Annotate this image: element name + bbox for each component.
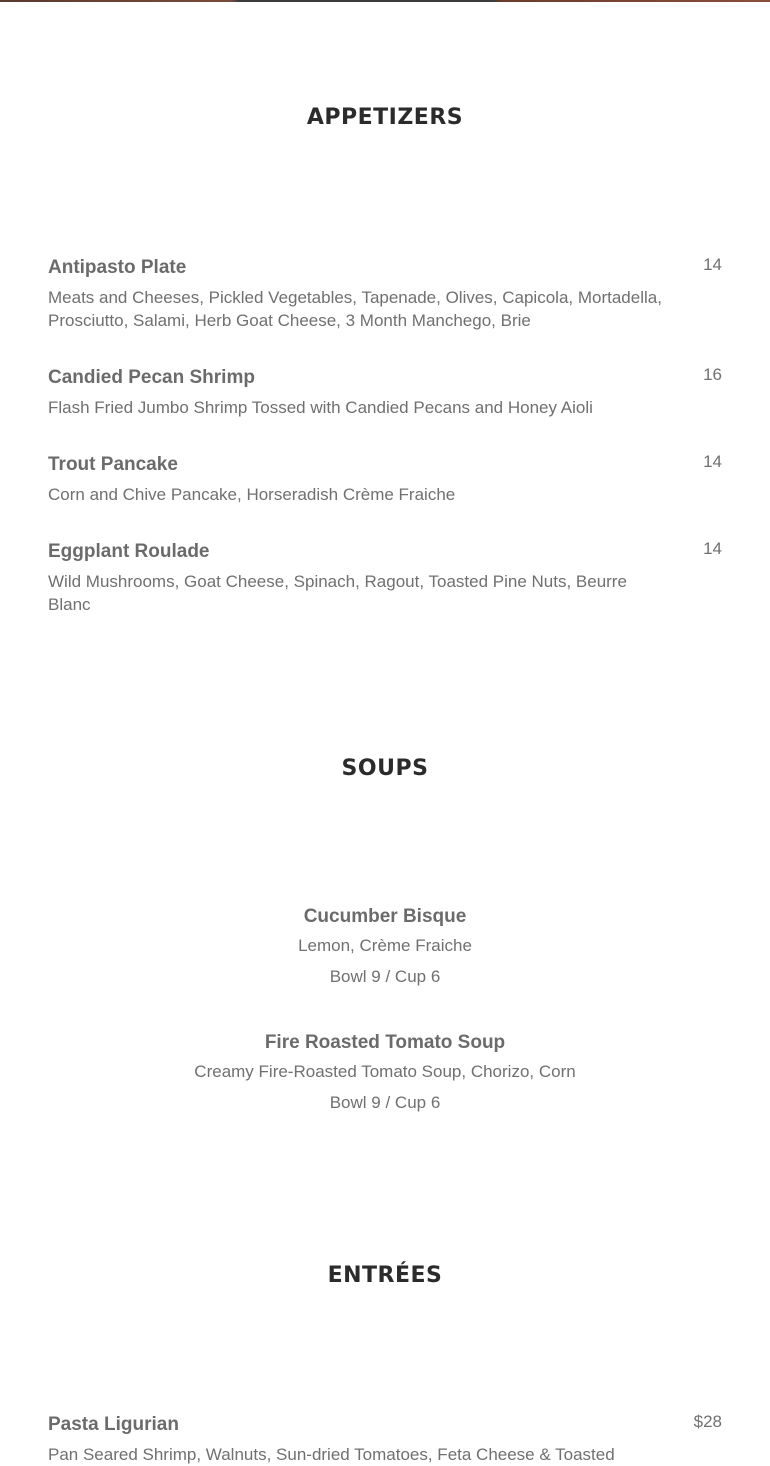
item-price: $28: [693, 1412, 722, 1431]
menu-item: [48, 454, 722, 506]
menu-item: [48, 367, 722, 419]
item-price: 14: [703, 452, 722, 471]
item-price: 16: [703, 365, 722, 384]
menu-item: [48, 541, 722, 616]
section-title-soups: SOUPS: [341, 756, 429, 781]
hero-image-edge: [0, 0, 770, 2]
section-title-entrees: ENTRÉES: [327, 1263, 443, 1288]
menu-item: [0, 906, 770, 988]
item-name: Antipasto Plate: [48, 257, 187, 278]
menu-item: [0, 1032, 770, 1114]
item-name: Pasta Ligurian: [48, 1414, 179, 1435]
item-description: Corn and Chive Pancake, Horseradish Crème Fraiche: [48, 485, 456, 504]
item-description: Wild Mushrooms, Goat Cheese, Spinach, Ragout, Toasted Pine Nuts, Beurre Blanc: [48, 572, 627, 614]
item-name: Candied Pecan Shrimp: [48, 367, 255, 388]
item-name: Cucumber Bisque: [303, 906, 467, 927]
menu-item: [48, 1414, 722, 1466]
item-name: Eggplant Roulade: [48, 541, 210, 562]
item-description: Creamy Fire-Roasted Tomato Soup, Chorizo, Corn: [194, 1062, 576, 1081]
item-description: Pan Seared Shrimp, Walnuts, Sun-dried Tomatoes, Feta Cheese & Toasted: [48, 1445, 615, 1464]
section-title-appetizers: APPETIZERS: [306, 105, 464, 130]
item-price: Bowl 9 / Cup 6: [329, 1093, 441, 1112]
item-name: Trout Pancake: [48, 454, 178, 475]
item-name: Fire Roasted Tomato Soup: [264, 1032, 506, 1053]
item-description: Meats and Cheeses, Pickled Vegetables, Tapenade, Olives, Capicola, Mortadella, Prosciutto, Salami, Herb Goat Cheese, 3 Month Manchego, Brie: [48, 288, 662, 330]
item-price: 14: [703, 255, 722, 274]
item-price: Bowl 9 / Cup 6: [329, 967, 441, 986]
menu-item: [48, 257, 722, 332]
item-description: Flash Fried Jumbo Shrimp Tossed with Candied Pecans and Honey Aioli: [48, 398, 593, 417]
item-price: 14: [703, 539, 722, 558]
item-description: Lemon, Crème Fraiche: [298, 936, 472, 955]
